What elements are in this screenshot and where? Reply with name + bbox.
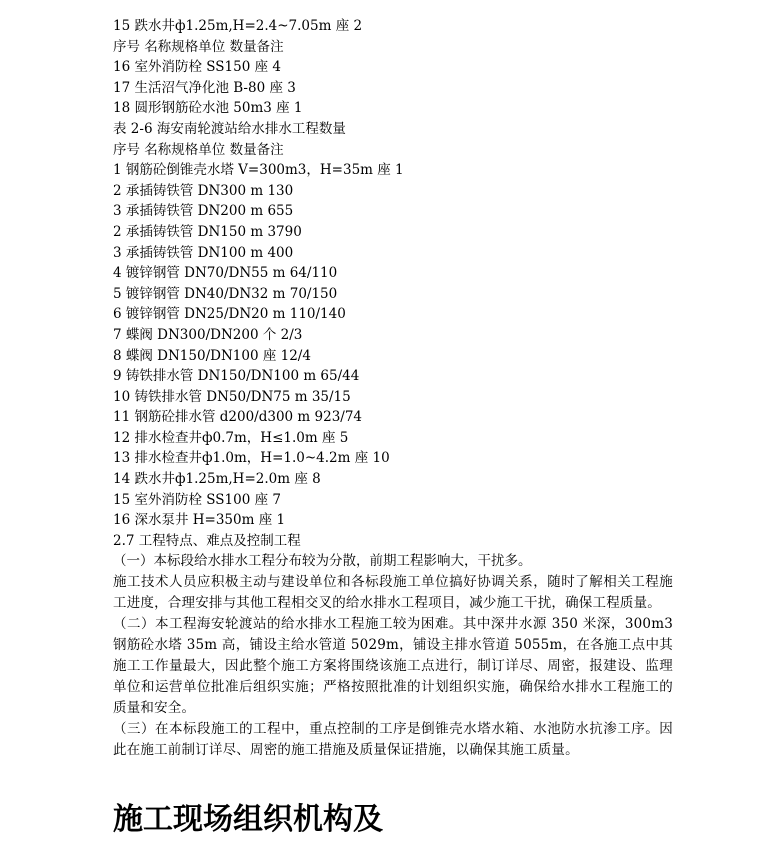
text-line: 16 深水泵井 H=350m 座 1 <box>113 512 286 529</box>
text-line: 12 排水检查井ф0.7m，H≤1.0m 座 5 <box>113 429 349 446</box>
text-line: 13 排水检查井ф1.0m，H=1.0~4.2m 座 10 <box>113 450 390 467</box>
chapter-heading: 施工现场组织机构及 <box>113 802 383 837</box>
text-line: 18 圆形钢筋砼水池 50m3 座 1 <box>113 100 303 117</box>
text-line: 2 承插铸铁管 DN300 m 130 <box>113 182 294 199</box>
text-line: 1 钢筋砼倒锥壳水塔 V=300m3，H=35m 座 1 <box>113 162 404 179</box>
text-line: 15 跌水井ф1.25m,H=2.4~7.05m 座 2 <box>113 18 363 34</box>
text-line: 4 镀锌钢管 DN70/DN55 m 64/110 <box>113 265 338 282</box>
paragraph: （二）本工程海安轮渡站的给水排水工程施工较为困难。其中深井水源 350 米深，300m3 钢筋砼水塔 35m 高，铺设主给水管道 5029m，铺设主排水管道 5055m，在各施工点中其施工工作量最大，因此整个施工方案将围绕该施工点进行，制订详尽、周密，报建设、监理单位和运营单位批准后组织实施；严格按照批准的计划组织实施，确保给水排水工程施工的质量和安全。 <box>113 616 673 717</box>
text-line: 11 钢筋砼排水管 d200/d300 m 923/74 <box>113 409 363 426</box>
text-line: 10 铸铁排水管 DN50/DN75 m 35/15 <box>113 388 351 405</box>
text-line: 9 铸铁排水管 DN150/DN100 m 65/44 <box>113 368 360 385</box>
section-heading: 2.7 工程特点、难点及控制工程 <box>113 532 301 549</box>
text-line: （一）本标段给水排水工程分布较为分散，前期工程影响大，干扰多。 <box>113 553 532 570</box>
text-line: 15 室外消防栓 SS100 座 7 <box>113 491 281 508</box>
text-line: 6 镀锌钢管 DN25/DN20 m 110/140 <box>113 306 346 323</box>
text-line: 17 生活沼气净化池 B-80 座 3 <box>113 79 296 96</box>
text-line: 16 室外消防栓 SS150 座 4 <box>113 59 281 76</box>
table-header-line: 序号 名称规格单位 数量备注 <box>113 38 284 55</box>
text-line: 14 跌水井ф1.25m,H=2.0m 座 8 <box>113 471 321 488</box>
paragraph: （三）在本标段施工的工程中，重点控制的工序是倒锥壳水塔水箱、水池防水抗渗工序。因此在施工前制订详尽、周密的施工措施及质量保证措施，以确保其施工质量。 <box>113 721 673 759</box>
paragraph: 施工技术人员应积极主动与建设单位和各标段施工单位搞好协调关系，随时了解相关工程施工进度，合理安排与其他工程相交叉的给水排水工程项目，减少施工干扰，确保工程质量。 <box>113 574 673 612</box>
table-header-line: 序号 名称规格单位 数量备注 <box>113 141 284 158</box>
text-line: 3 承插铸铁管 DN200 m 655 <box>113 203 294 220</box>
document-body <box>113 16 673 761</box>
table-caption: 表 2-6 海安南轮渡站给水排水工程数量 <box>113 120 346 137</box>
text-line: 5 镀锌钢管 DN40/DN32 m 70/150 <box>113 285 338 302</box>
text-line: 3 承插铸铁管 DN100 m 400 <box>113 244 294 261</box>
text-line: 8 蝶阀 DN150/DN100 座 12/4 <box>113 347 311 364</box>
text-line: 7 蝶阀 DN300/DN200 个 2/3 <box>113 326 303 343</box>
text-line: 2 承插铸铁管 DN150 m 3790 <box>113 223 302 240</box>
